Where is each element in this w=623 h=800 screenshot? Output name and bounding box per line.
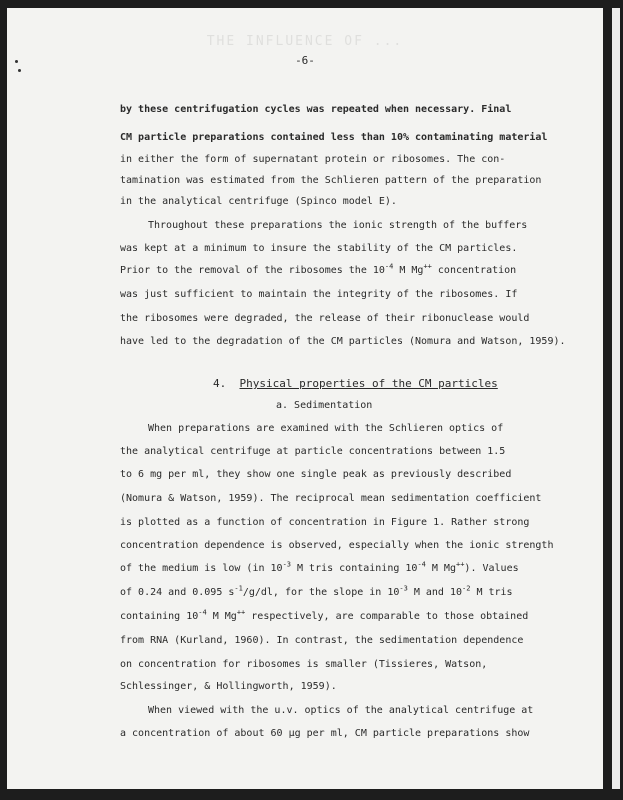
text-line: Schlessinger, & Hollingworth, 1959). <box>120 681 337 692</box>
text-line: on concentration for ribosomes is smaller (Tissieres, Watson, <box>120 659 488 670</box>
margin-mark <box>18 69 21 72</box>
text-line: was just sufficient to maintain the integrity of the ribosomes. If <box>120 289 518 300</box>
text-line: by these centrifugation cycles was repeated when necessary. Final <box>120 104 512 115</box>
page-edge <box>612 8 620 789</box>
text-line: When preparations are examined with the Schlieren optics of <box>148 423 504 434</box>
text-line: tamination was estimated from the Schlieren pattern of the preparation <box>120 175 542 186</box>
text-line: in the analytical centrifuge (Spinco model E). <box>120 196 397 207</box>
text-line: CM particle preparations contained less than 10% contaminating material <box>120 132 548 143</box>
text-line: Throughout these preparations the ionic strength of the buffers <box>148 220 528 231</box>
text-line: containing $10^{-4}$ M Mg++ respectively, are comparable to those obtained <box>120 608 529 622</box>
text-line: (Nomura & Watson, 1959). The reciprocal mean sedimentation coefficient <box>120 493 542 504</box>
text-line: to 6 mg per ml, they show one single peak as previously described <box>120 469 512 480</box>
text-line: a concentration of about 60 µg per ml, CM particle preparations show <box>120 728 530 739</box>
text-line: is plotted as a function of concentration in Figure 1. Rather strong <box>120 517 530 528</box>
text-line: have led to the degradation of the CM particles (Nomura and Watson, 1959). <box>120 336 566 347</box>
text-line: the ribosomes were degraded, the release of their ribonuclease would <box>120 313 530 324</box>
page-number: -6- <box>295 54 315 67</box>
text-line: Prior to the removal of the ribosomes the $10^{-4}$ M Mg++ concentration <box>120 262 517 276</box>
faded-header: THE INFLUENCE OF ... <box>206 34 404 49</box>
text-line: from RNA (Kurland, 1960). In contrast, the sedimentation dependence <box>120 635 524 646</box>
text-line: of the medium is low (in $10^{-3}$ M tris containing $10^{-4}$ M Mg++). Values <box>120 560 519 574</box>
text-line: When viewed with the u.v. optics of the analytical centrifuge at <box>148 705 534 716</box>
text-line: in either the form of supernatant protein or ribosomes. The con- <box>120 154 506 165</box>
text-line: of 0.24 and 0.095 $s^{-1}/g/dl$, for the slope in $10^{-3}$ M and $10^{-2}$ M tris <box>120 584 513 598</box>
text-line: was kept at a minimum to insure the stability of the CM particles. <box>120 243 518 254</box>
text-line: concentration dependence is observed, especially when the ionic strength <box>120 540 554 551</box>
section-heading: 4. Physical properties of the CM particles <box>213 377 498 390</box>
text-line: the analytical centrifuge at particle concentrations between 1.5 <box>120 446 506 457</box>
subsection-heading: a. Sedimentation <box>276 400 373 411</box>
document-page <box>7 8 603 789</box>
